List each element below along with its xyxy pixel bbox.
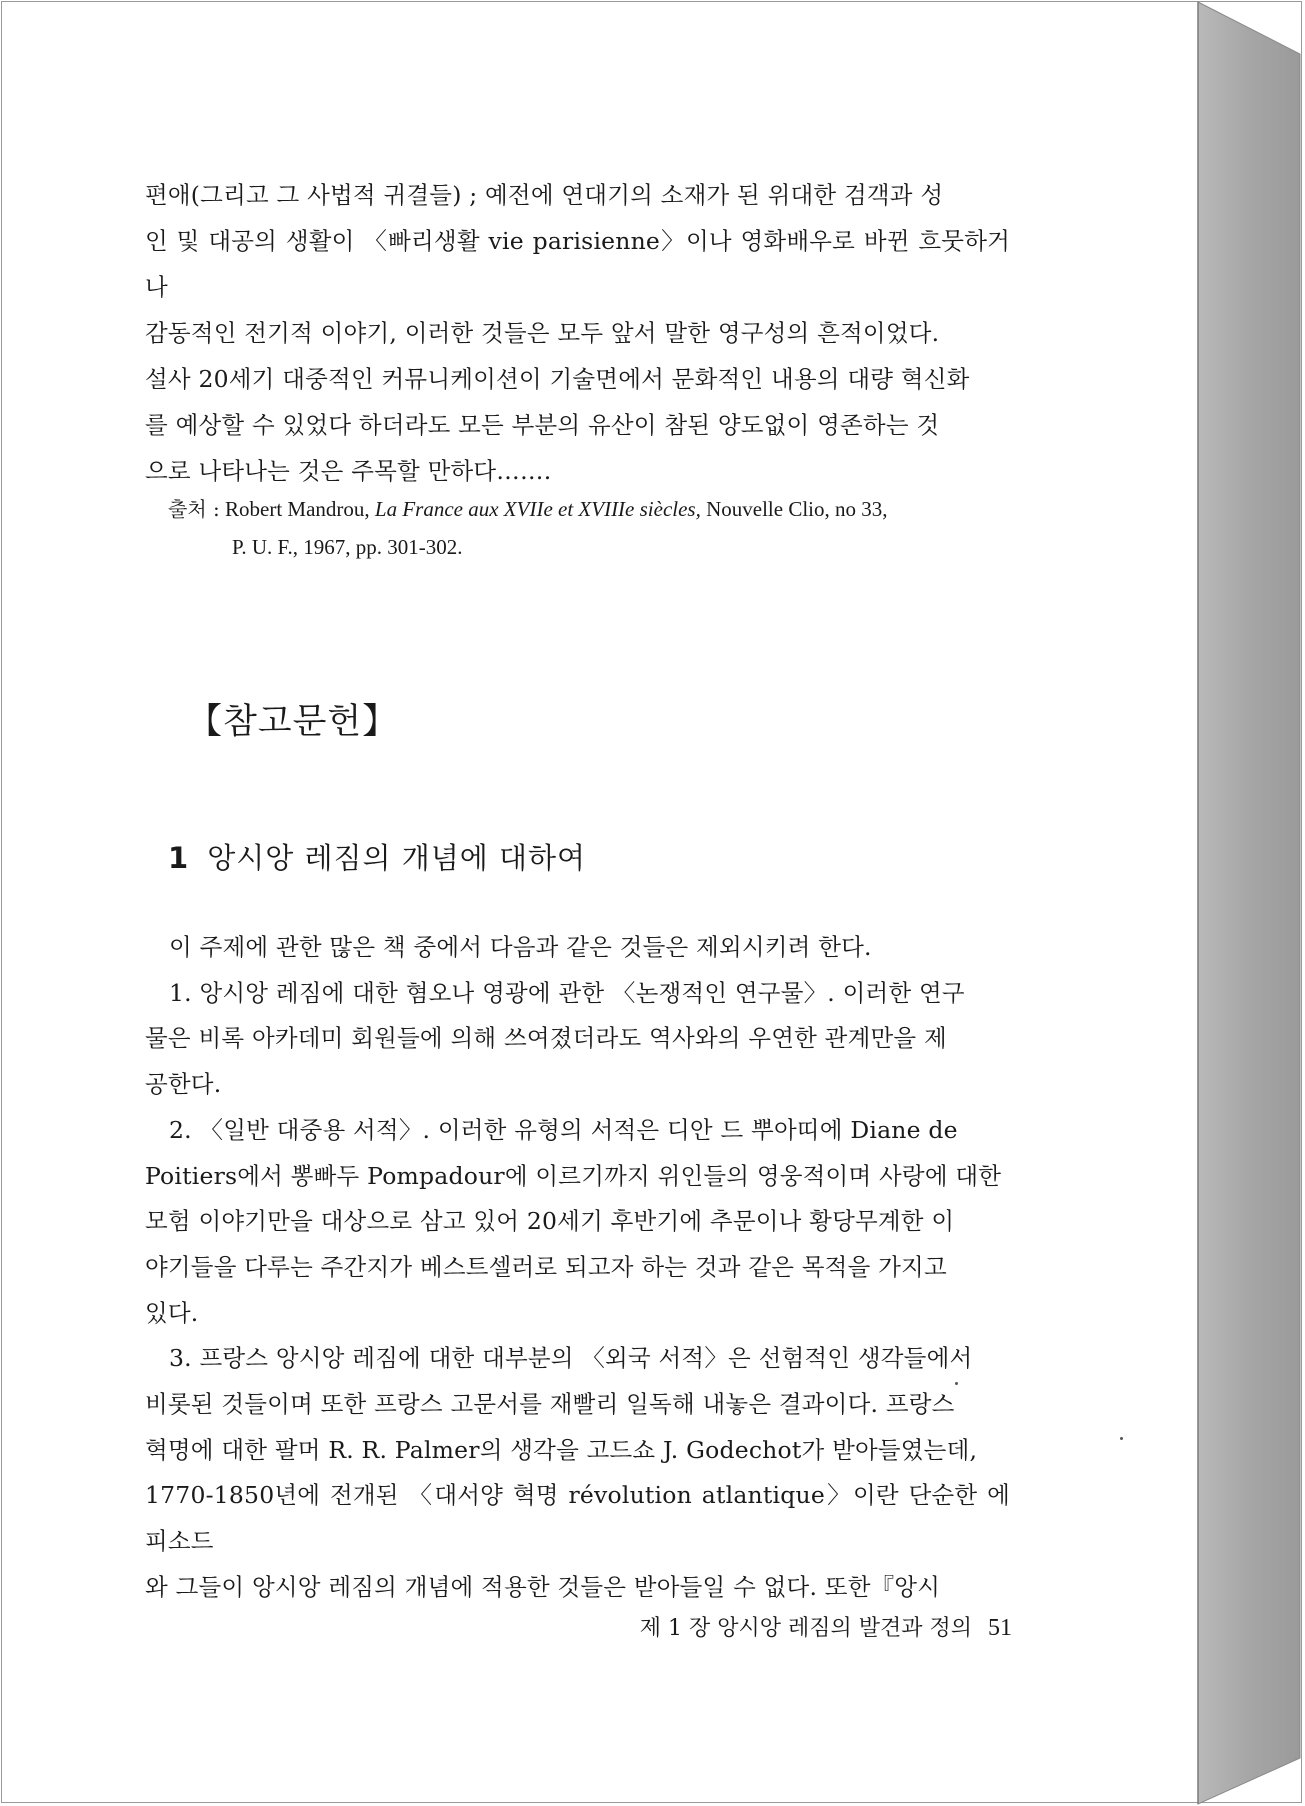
chapter-heading xyxy=(168,838,586,878)
source-label: 출처 : xyxy=(168,497,220,521)
body-text xyxy=(145,925,1010,1611)
body-line-2: 1. 앙시앙 레짐에 대한 혐오나 영광에 관한 〈논쟁적인 연구물〉. 이러한 연구 xyxy=(169,978,965,1007)
body-line-13: 1770-1850년에 전개된 〈대서양 혁명 révolution atlantique〉이란 단순한 에피소드 xyxy=(145,1481,1010,1556)
body-line-12: 혁명에 대한 팔머 R. R. Palmer의 생각을 고드쇼 J. Godechot가 받아들였는데, xyxy=(145,1435,978,1464)
quote-line-6: 으로 나타나는 것은 주목할 만하다……. xyxy=(145,457,552,485)
body-line-5: 2. 〈일반 대중용 서적〉. 이러한 유형의 서적은 디안 드 뿌아띠에 Diane de xyxy=(169,1115,958,1144)
scan-speck xyxy=(955,1382,958,1385)
quote-line-4: 설사 20세기 대중적인 커뮤니케이션이 기술면에서 문화적인 내용의 대량 혁신화 xyxy=(145,365,970,393)
scan-speck xyxy=(1120,1437,1123,1440)
body-line-3: 물은 비록 아카데미 회원들에 의해 쓰여졌더라도 역사와의 우연한 관계만을 제 xyxy=(145,1024,947,1053)
quote-line-5: 를 예상할 수 있었다 하더라도 모든 부분의 유산이 참된 양도없이 영존하는 것 xyxy=(145,411,940,439)
chapter-title: 앙시앙 레짐의 개념에 대하여 xyxy=(207,841,587,875)
source-author: Robert Mandrou, xyxy=(225,497,370,521)
source-title: La France aux XVIIe et XVIIIe siècles, xyxy=(374,497,701,521)
running-footer xyxy=(600,1608,1012,1649)
body-line-9: 있다. xyxy=(145,1298,199,1327)
quote-line-1: 편애(그리고 그 사법적 귀결들) ; 예전에 연대기의 소재가 된 위대한 검객과 성 xyxy=(145,181,944,209)
body-line-8: 야기들을 다루는 주간지가 베스트셀러로 되고자 하는 것과 같은 목적을 가지고 xyxy=(145,1252,947,1281)
quote-block xyxy=(145,172,1010,494)
source-series: Nouvelle Clio, no 33, xyxy=(706,497,888,521)
body-line-7: 모험 이야기만을 대상으로 삼고 있어 20세기 후반기에 추문이나 황당무계한 이 xyxy=(145,1207,955,1236)
footer-chapter-label: 제 1 장 앙시앙 레짐의 발견과 정의 xyxy=(639,1616,972,1641)
source-publisher: P. U. F., 1967, pp. 301-302. xyxy=(232,535,463,559)
source-citation xyxy=(168,490,1013,566)
chapter-number: 1 xyxy=(168,841,190,875)
page-number: 51 xyxy=(988,1615,1012,1641)
body-line-1: 이 주제에 관한 많은 책 중에서 다음과 같은 것들은 제외시키려 한다. xyxy=(169,933,872,961)
body-line-6: Poitiers에서 뽕빠두 Pompadour에 이르기까지 위인들의 영웅적이며 사랑에 대한 xyxy=(145,1161,1002,1190)
body-line-10: 3. 프랑스 앙시앙 레짐에 대한 대부분의 〈외국 서적〉은 선험적인 생각들에서 xyxy=(169,1344,973,1373)
quote-line-2: 인 및 대공의 생활이 〈빠리생활 vie parisienne〉이나 영화배우로 바뀐 흐뭇하거나 xyxy=(145,227,1010,301)
body-line-4: 공한다. xyxy=(145,1070,222,1099)
quote-line-3: 감동적인 전기적 이야기, 이러한 것들은 모두 앞서 말한 영구성의 흔적이었다. xyxy=(145,319,940,347)
body-line-11: 비롯된 것들이며 또한 프랑스 고문서를 재빨리 일독해 내놓은 결과이다. 프랑스 xyxy=(145,1390,955,1419)
body-line-14: 와 그들이 앙시앙 레짐의 개념에 적용한 것들은 받아들일 수 없다. 또한『앙시 xyxy=(145,1572,941,1601)
section-title: 【참고문헌】 xyxy=(187,702,399,742)
